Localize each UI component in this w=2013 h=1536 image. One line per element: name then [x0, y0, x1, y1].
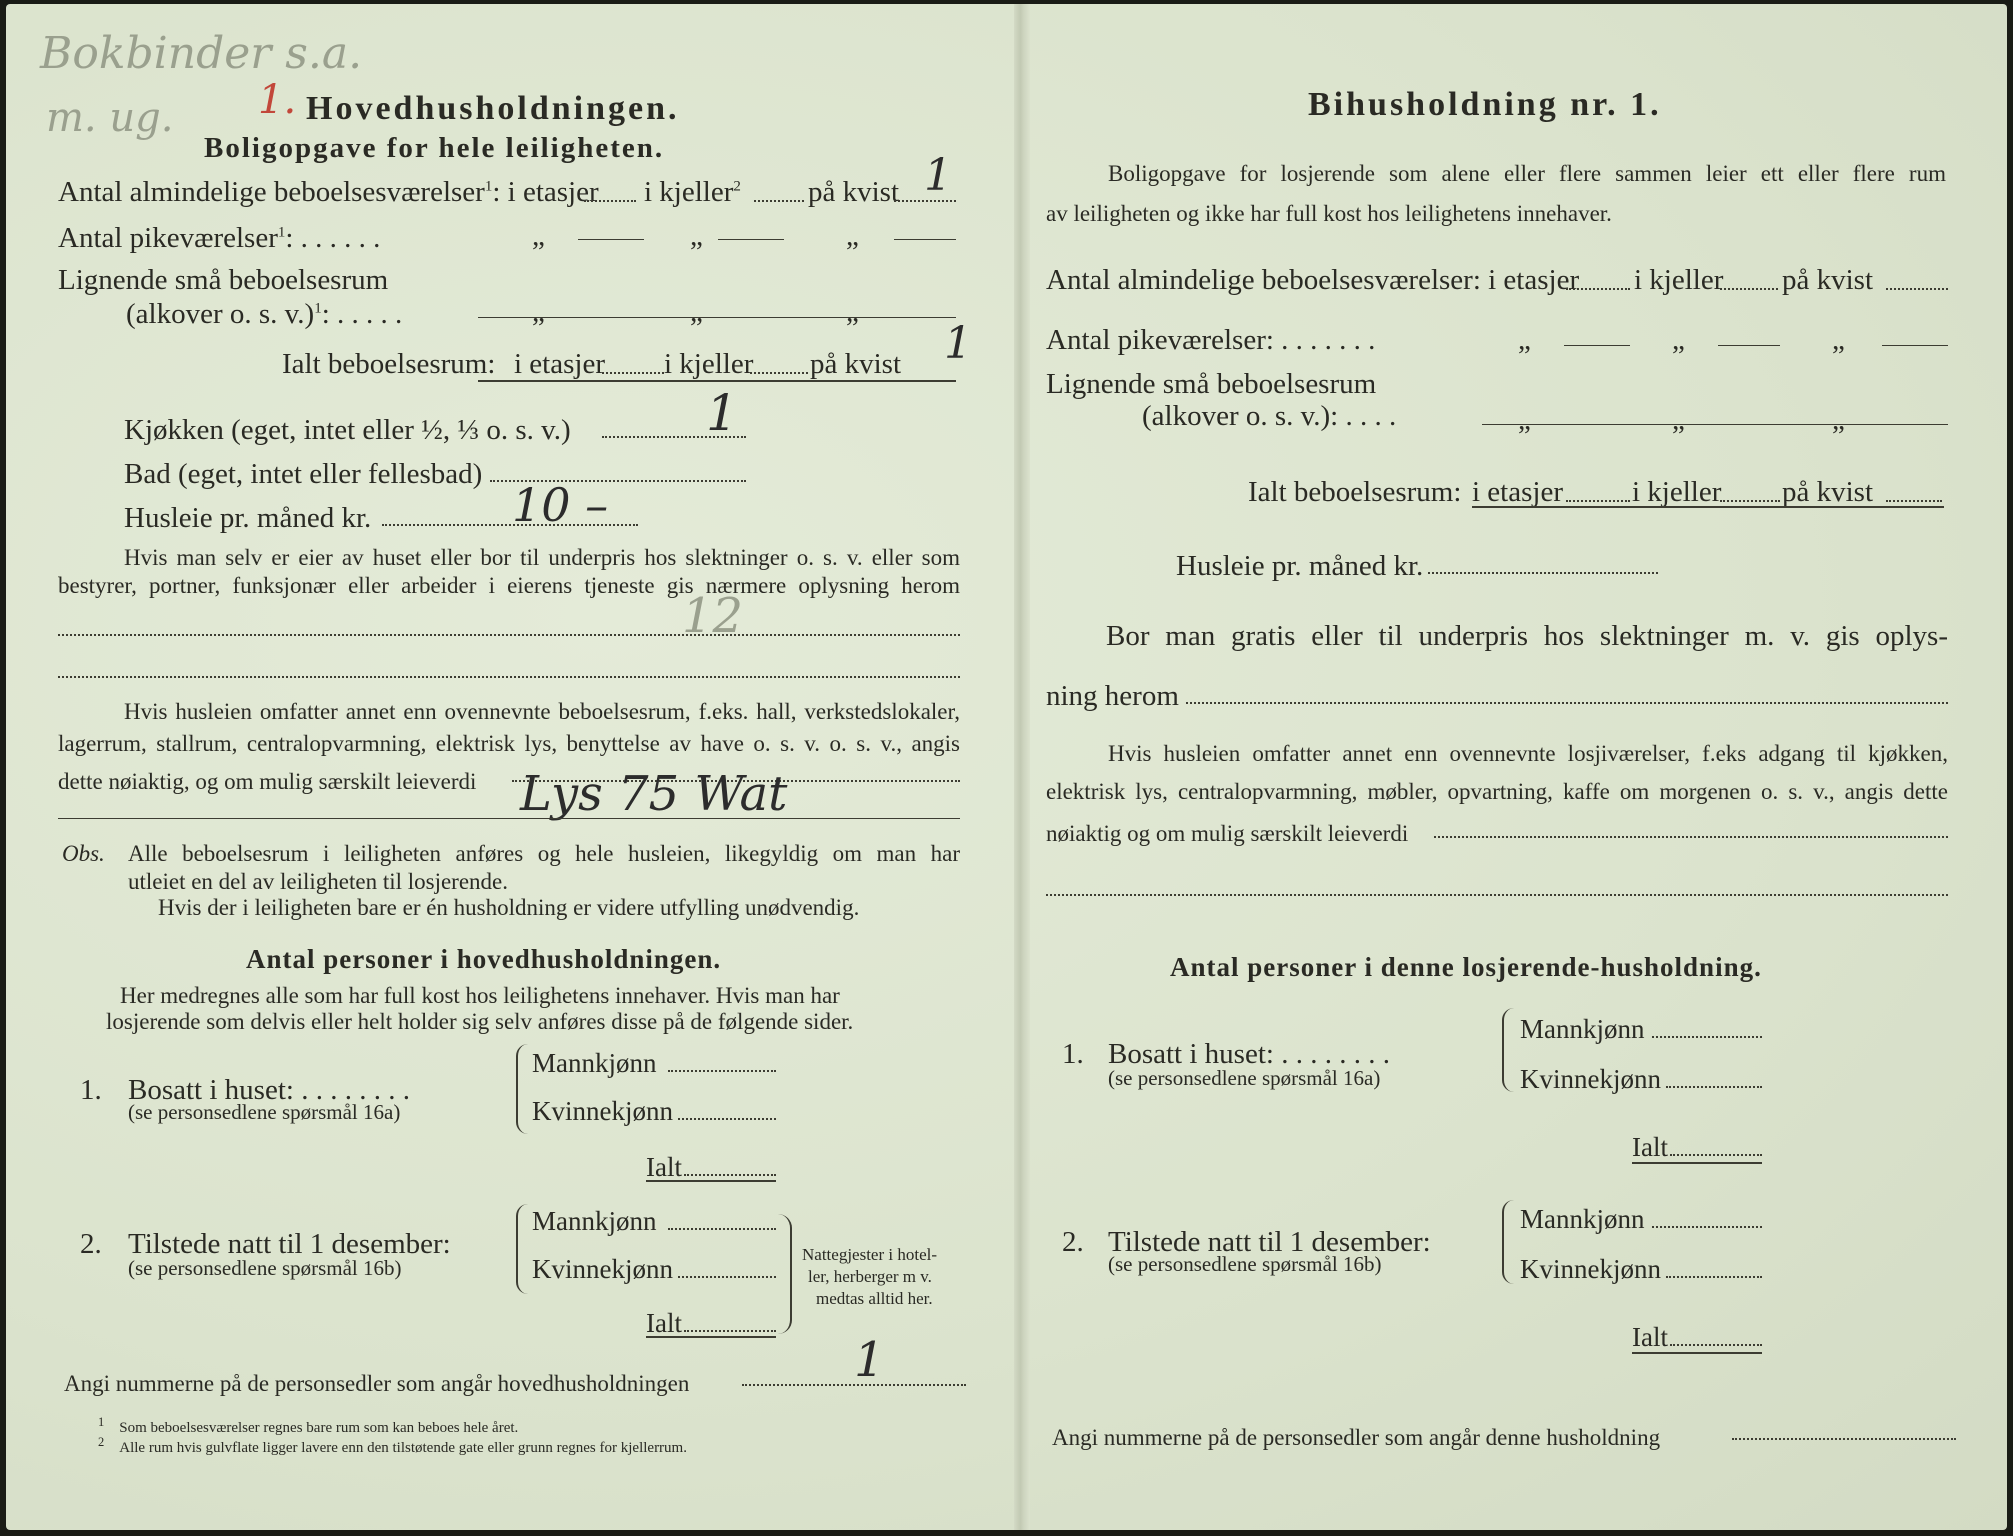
- q1-female-field[interactable]: [678, 1118, 776, 1120]
- obs-line-1: Alle beboelsesrum i leiligheten anføres og hele husleien, likegyldig om man har: [128, 841, 960, 866]
- q1-sub: (se personsedlene spørsmål 16a): [128, 1100, 401, 1124]
- rooms-kvist-label: på kvist: [808, 176, 900, 208]
- r-q2-total-label: Ialt: [1632, 1322, 1668, 1352]
- r-total-underline: [1472, 506, 1944, 508]
- bath-label: Bad (eget, intet eller fellesbad): [124, 458, 483, 490]
- total-etasjer-label: i etasjer: [514, 348, 605, 380]
- r-rooms-label: Antal almindelige beboelsesværelser: i etasjer: [1046, 264, 1580, 296]
- r-q2-total-field[interactable]: [1670, 1344, 1762, 1346]
- ditto-mark: „: [1518, 404, 1531, 436]
- r-q2-male-label: Mannkjønn: [1520, 1204, 1645, 1234]
- handwritten-extras: Lys 75 Wat: [520, 766, 788, 822]
- r-gratis-line-1: Bor man gratis eller til underpris hos slektninger m. v. gis oplys-: [1106, 620, 1948, 652]
- r-rooms-etasjer-field[interactable]: [1566, 288, 1630, 290]
- r-q1-brace: [1502, 1008, 1514, 1092]
- extras-note-line-2: lagerrum, stallrum, centralopvarmning, elektrisk lys, benyttelse av have o. s. v. o. s. v., angis: [58, 731, 960, 756]
- r-extras-line-3: nøiaktig og om mulig særskilt leieverdi: [1046, 821, 1409, 846]
- r-total-kvist-field[interactable]: [1886, 500, 1942, 502]
- q2-number: 2.: [80, 1228, 102, 1260]
- r-gratis-field[interactable]: [1186, 702, 1948, 704]
- r-total-kjeller-field[interactable]: [1720, 500, 1780, 502]
- r-alcove-sub-label: (alkover o. s. v.): . . . .: [1142, 400, 1397, 432]
- q1-male-field[interactable]: [668, 1070, 776, 1072]
- extras-note-line-3: dette nøiaktig, og om mulig særskilt leieverdi: [58, 769, 477, 794]
- alcove-label: Lignende små beboelsesrum: [58, 264, 389, 296]
- rooms-etasjer-field[interactable]: [584, 200, 636, 202]
- q2-label: Tilstede natt til 1 desember:: [128, 1228, 451, 1260]
- owner-note-line-1: Hvis man selv er eier av huset eller bor til underpris hos slektninger o. s. v. eller som: [124, 545, 960, 570]
- ditto-mark: „: [532, 296, 545, 328]
- r-extras-field-2[interactable]: [1046, 894, 1948, 896]
- sub-household-intro-1: Boligopgave for losjerende som alene eller flere sammen leier ett eller flere rum: [1108, 161, 1946, 186]
- handwritten-occupation: Bokbinder s.a.: [40, 28, 363, 79]
- main-household-subtitle: Boligopgave for hele leiligheten.: [204, 132, 665, 164]
- q2-brace: [516, 1204, 528, 1294]
- sub-household-title: Bihusholdning nr. 1.: [1308, 86, 1662, 123]
- extras-note-line-1: Hvis husleien omfatter annet enn ovennevnte beboelsesrum, f.eks. hall, verkstedslokaler,: [124, 699, 960, 724]
- census-form-sheet: [6, 4, 2007, 1530]
- r-total-etasjer-field[interactable]: [1566, 500, 1630, 502]
- r-q1-male-field[interactable]: [1652, 1036, 1762, 1038]
- r-q2-label: Tilstede natt til 1 desember:: [1108, 1226, 1431, 1258]
- r-rooms-kjeller-field[interactable]: [1720, 288, 1778, 290]
- owner-note-field-2[interactable]: [58, 676, 960, 678]
- r-q1-female-field[interactable]: [1666, 1086, 1762, 1088]
- rent-label: Husleie pr. måned kr.: [124, 502, 372, 534]
- q2-total-label: Ialt: [646, 1308, 682, 1338]
- r-rooms-kvist-field[interactable]: [1886, 288, 1948, 290]
- r-q2-sub: (se personsedlene spørsmål 16b): [1108, 1252, 1382, 1276]
- handwritten-kvist-total: 1: [944, 318, 972, 369]
- r-q1-label: Bosatt i huset: . . . . . . . .: [1108, 1038, 1390, 1070]
- page-fold: [1014, 4, 1030, 1530]
- handwritten-household-number: 1.: [258, 77, 297, 123]
- guests-note-2: ler, herberger m v.: [808, 1267, 932, 1286]
- obs-label: Obs.: [62, 841, 105, 866]
- total-kjeller-label: i kjeller: [664, 348, 754, 380]
- q2-male-field[interactable]: [668, 1228, 776, 1230]
- q2-female-label: Kvinnekjønn: [532, 1254, 673, 1284]
- kitchen-label: Kjøkken (eget, intet eller ½, ⅓ o. s. v.): [124, 414, 571, 446]
- rooms-kjeller-label: i kjeller$^2$: [644, 176, 741, 208]
- ditto-mark: „: [1832, 324, 1845, 356]
- r-rent-field[interactable]: [1428, 572, 1658, 574]
- owner-note-field-1[interactable]: [58, 634, 960, 636]
- rooms-kjeller-field[interactable]: [754, 200, 804, 202]
- r-gratis-line-2: ning herom: [1046, 680, 1179, 712]
- sub-household-intro-2: av leiligheten og ikke har full kost hos leilighetens innehaver.: [1046, 201, 1612, 226]
- ditto-mark: „: [1518, 324, 1531, 356]
- r-q2-male-field[interactable]: [1652, 1226, 1762, 1228]
- total-kvist-label: på kvist: [810, 348, 902, 380]
- handwritten-marital-status: m. ug.: [46, 95, 174, 141]
- r-q1-total-underline: [1632, 1162, 1762, 1164]
- q1-label: Bosatt i huset: . . . . . . . .: [128, 1074, 410, 1106]
- ditto-mark: „: [846, 296, 859, 328]
- q2-male-label: Mannkjønn: [532, 1206, 657, 1236]
- total-rooms-label: Ialt beboelsesrum:: [282, 348, 496, 380]
- r-q1-sub: (se personsedlene spørsmål 16a): [1108, 1066, 1381, 1090]
- total-underline: [478, 380, 956, 382]
- handwritten-note-number: 12: [682, 588, 744, 644]
- alcove-sub-label: (alkover o. s. v.)$^1$: . . . . .: [126, 298, 403, 330]
- r-rooms-kvist-label: på kvist: [1782, 264, 1874, 296]
- r-total-kjeller-label: i kjeller: [1632, 476, 1722, 508]
- r-maid-kjeller-field[interactable]: [1718, 345, 1780, 346]
- total-etasjer-field[interactable]: [602, 372, 664, 374]
- r-rooms-kjeller-label: i kjeller: [1634, 264, 1724, 296]
- extras-field-2[interactable]: [58, 818, 960, 819]
- r-q1-male-label: Mannkjønn: [1520, 1014, 1645, 1044]
- r-total-rooms-label: Ialt beboelsesrum:: [1248, 476, 1462, 508]
- ditto-mark: „: [1832, 404, 1845, 436]
- guests-brace: [776, 1214, 792, 1334]
- ditto-mark: „: [690, 296, 703, 328]
- r-q1-total-field[interactable]: [1670, 1154, 1762, 1156]
- r-extras-line-1: Hvis husleien omfatter annet enn ovennevnte losjiværelser, f.eks adgang til kjøkken,: [1108, 741, 1948, 766]
- ditto-mark: „: [1672, 324, 1685, 356]
- r-total-etasjer-label: i etasjer: [1472, 476, 1563, 508]
- q1-total-underline: [646, 1180, 776, 1182]
- ditto-mark: „: [690, 220, 703, 252]
- left-numbers-label: Angi nummerne på de personsedler som angår hovedhusholdningen: [64, 1371, 690, 1396]
- ditto-mark: „: [846, 220, 859, 252]
- handwritten-person-numbers: 1: [854, 1332, 885, 1388]
- handwritten-rent: 10 –: [512, 478, 609, 532]
- q2-total-underline: [646, 1336, 776, 1338]
- q1-female-label: Kvinnekjønn: [532, 1096, 673, 1126]
- r-q1-total-label: Ialt: [1632, 1132, 1668, 1162]
- rooms-line-label: Antal almindelige beboelsesværelser$^1$: i etasjer: [58, 176, 599, 208]
- handwritten-kitchen: 1: [706, 384, 738, 442]
- q1-total-field[interactable]: [684, 1174, 776, 1176]
- r-extras-line-2: elektrisk lys, centralopvarmning, møbler, opvartning, kaffe om morgenen o. s. v., angis dette: [1046, 779, 1948, 804]
- r-maid-kvist-field[interactable]: [1882, 345, 1948, 346]
- owner-note-line-2: bestyrer, portner, funksjonær eller arbeider i eierens tjeneste gis nærmere oplysning herom: [58, 573, 960, 598]
- r-persons-heading: Antal personer i denne losjerende-husholdning.: [1170, 952, 1762, 982]
- q1-male-label: Mannkjønn: [532, 1048, 657, 1078]
- r-q1-number: 1.: [1062, 1038, 1084, 1070]
- alcove-fields-line[interactable]: [478, 317, 956, 318]
- obs-line-3: Hvis der i leiligheten bare er én husholdning er videre utfylling unødvendig.: [158, 895, 860, 920]
- r-maid-etasjer-field[interactable]: [1564, 345, 1630, 346]
- obs-line-2: utleiet en del av leiligheten til losjerende.: [128, 869, 509, 894]
- q2-female-field[interactable]: [678, 1276, 776, 1278]
- guests-note-1: Nattegjester i hotel-: [802, 1245, 938, 1264]
- r-numbers-field[interactable]: [1732, 1438, 1956, 1440]
- r-q2-total-underline: [1632, 1352, 1762, 1354]
- r-q2-female-label: Kvinnekjønn: [1520, 1254, 1661, 1284]
- main-household-title: Hovedhusholdningen.: [306, 90, 680, 127]
- total-kjeller-field[interactable]: [750, 372, 808, 374]
- maid-etasjer-field[interactable]: [578, 239, 644, 240]
- r-extras-field-1[interactable]: [1434, 836, 1948, 838]
- q1-total-label: Ialt: [646, 1152, 682, 1182]
- guests-note-3: medtas alltid her.: [816, 1289, 933, 1308]
- footnote-1: $^1$ Som beboelsesværelser regnes bare rum som kan beboes hele året.: [98, 1415, 519, 1436]
- q2-sub: (se personsedlene spørsmål 16b): [128, 1256, 402, 1280]
- r-q2-brace: [1502, 1200, 1514, 1284]
- maid-rooms-label: Antal pikeværelser$^1$: . . . . . .: [58, 222, 381, 254]
- persons-note-1: Her medregnes alle som har full kost hos leilighetens innehaver. Hvis man har: [120, 983, 840, 1008]
- ditto-mark: „: [1672, 404, 1685, 436]
- r-numbers-label: Angi nummerne på de personsedler som angår denne husholdning: [1052, 1425, 1661, 1450]
- q1-brace: [516, 1044, 528, 1134]
- ditto-mark: „: [532, 220, 545, 252]
- r-rent-label: Husleie pr. måned kr.: [1176, 550, 1424, 582]
- r-q2-number: 2.: [1062, 1226, 1084, 1258]
- r-maid-rooms-label: Antal pikeværelser: . . . . . . .: [1046, 324, 1376, 356]
- q1-number: 1.: [80, 1074, 102, 1106]
- handwritten-kvist-rooms: 1: [924, 150, 952, 201]
- r-q1-female-label: Kvinnekjønn: [1520, 1064, 1661, 1094]
- r-alcove-fields-line[interactable]: [1482, 424, 1948, 425]
- footnote-2: $^2$ Alle rum hvis gulvflate ligger lavere enn den tilstøtende gate eller grunn regnes for kjellerrum.: [98, 1435, 687, 1456]
- r-alcove-label: Lignende små beboelsesrum: [1046, 368, 1377, 400]
- persons-heading: Antal personer i hovedhusholdningen.: [246, 944, 722, 974]
- maid-kjeller-field[interactable]: [718, 239, 784, 240]
- q2-total-field[interactable]: [684, 1330, 776, 1332]
- persons-note-2: losjerende som delvis eller helt holder sig selv anføres disse på de følgende sider.: [106, 1009, 854, 1034]
- r-q2-female-field[interactable]: [1666, 1276, 1762, 1278]
- r-total-kvist-label: på kvist: [1782, 476, 1874, 508]
- maid-kvist-field[interactable]: [894, 239, 956, 240]
